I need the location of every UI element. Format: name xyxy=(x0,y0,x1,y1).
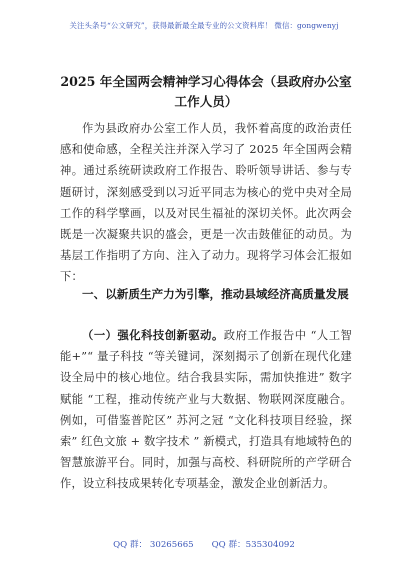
section-heading: 一、以新质生产力为引擎，推动县域经济高质量发展 xyxy=(82,287,349,301)
intro-paragraph: 作为县政府办公室工作人员，我怀着高度的政治责任感和使命感，全程关注并深入学习了 2025 年全国两会精神。通过系统研读政府工作报告、聆听领导讲话、参与专题研讨，深刻感受到以习近平同志为核心的党中央对全局工作的科学擘画，以及对民生福祉的深切关怀。此次两会既是一次凝聚共识的盛会，更是一次击鼓催征的动员。为基层工作指明了方向、注入了动力。现将学习体会汇报如下： xyxy=(60,122,352,284)
footer-qq-group-1: QQ 群： 30265665 xyxy=(113,540,194,550)
footer-contact xyxy=(0,538,408,550)
subsection-paragraph xyxy=(60,325,352,495)
footer-qq-group-2: QQ 群：535304092 xyxy=(211,540,295,550)
subsection-heading: （一）强化科技创新驱动。 xyxy=(82,328,224,342)
document-title: 2025 年全国两会精神学习心得体会（县政府办公室工作人员） xyxy=(60,74,352,109)
promo-banner: 关注头条号“公文研究”，获得最新最全最专业的公文资料库！ 微信：gongwenyj xyxy=(69,21,339,30)
subsection-text: 政府工作报告中 “人工智能+”“ 量子科技 “等关键词，深刻揭示了创新在现代化建设全局中的核心地位。结合我县实际，需加快推进” 数字赋能 “工程，推动传统产业与大数据、物联网深度融合。例如，可借鉴普陀区” 苏河之冠 “文化科技项目经验，探索” 红色文旅 + 数字技术 ” 新模式，打造具有地域特色的智慧旅游平台。同时，加强与高校、科研院所的产学研合作，设立科技成果转化专项基金，激发企业创新活力。 xyxy=(60,329,353,491)
